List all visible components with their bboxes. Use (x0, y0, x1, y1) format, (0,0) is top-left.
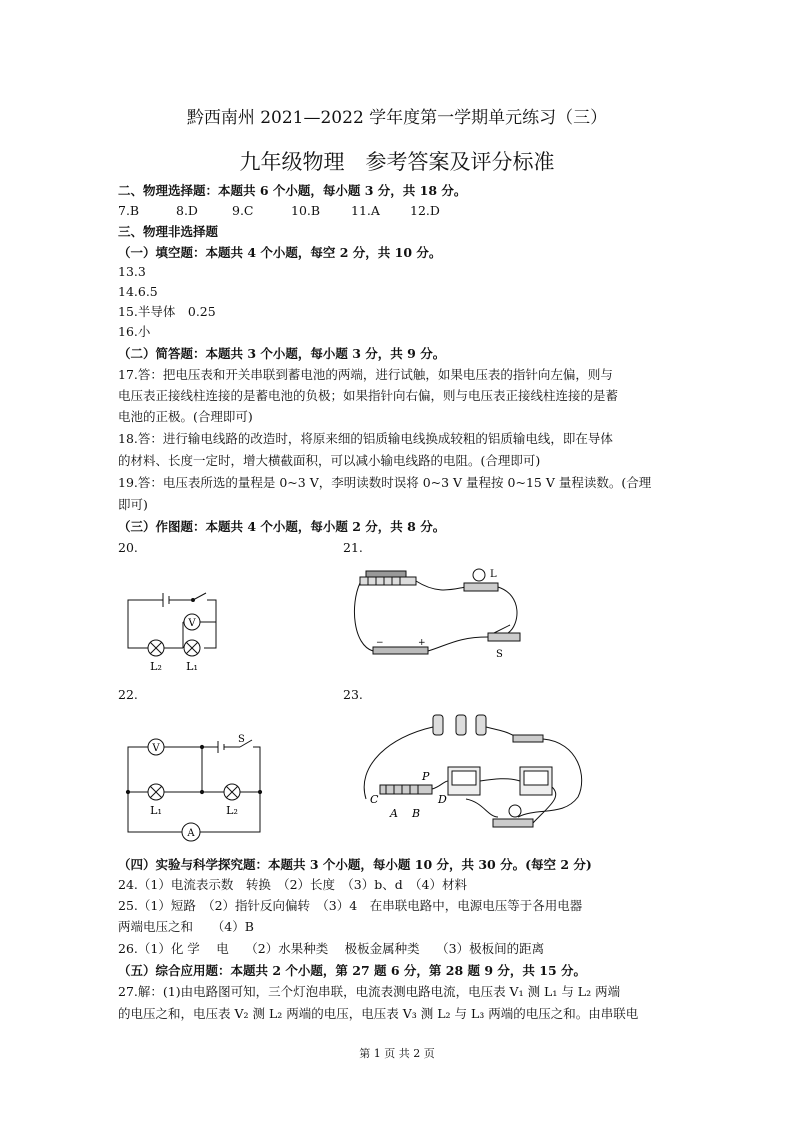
terminal-d-label: D (438, 793, 447, 806)
answer-24: 24.（1）电流表示数 转换 （2）长度 （3）b、d （4）材料 (118, 877, 467, 892)
q18-line1: 18.答：进行输电线路的改造时，将原来细的铝质输电线换成较粗的铝质输电线，即在导体 (118, 431, 613, 446)
answer-11: 11.A (351, 203, 380, 218)
section3-heading: 三、物理非选择题 (118, 224, 219, 239)
lamp-l2-label: L₂ (226, 804, 238, 817)
ammeter-label: A (187, 828, 195, 839)
answer-8: 8.D (176, 203, 198, 218)
terminal-a-label: A (390, 807, 398, 820)
lamp-l1-label: L₁ (150, 804, 162, 817)
answer-15: 15.半导体 0.25 (118, 304, 216, 319)
document-title: 黔西南州 2021—2022 学年度第一学期单元练习（三） (186, 108, 608, 128)
terminal-b-label: B (412, 807, 421, 820)
section2-heading: 二、物理选择题：本题共 6 个小题，每小题 3 分，共 18 分。 (118, 183, 467, 198)
q27-line1: 27.解：(1)由电路图可知，三个灯泡串联，电流表测电路电流，电压表 V₁ 测 L₁ 与 L₂ 两端 (118, 984, 621, 999)
answer-16: 16.小 (118, 324, 151, 339)
q19-line1: 19.答：电压表所选的量程是 0~3 V，李明读数时误将 0~3 V 量程按 0~15 V 量程读数。(合理 (118, 475, 652, 490)
circuit-diagram-23 (348, 707, 588, 852)
terminal-c-label: C (370, 793, 379, 806)
part2-heading: （二）简答题：本题共 3 个小题，每小题 3 分，共 9 分。 (118, 346, 446, 361)
q17-line3: 电池的正极。(合理即可) (118, 409, 253, 424)
answer-13: 13.3 (118, 264, 146, 279)
voltmeter-label: V (188, 618, 196, 629)
page-number: 第 1 页 共 2 页 (359, 1047, 435, 1060)
part1-heading: （一）填空题：本题共 4 个小题，每空 2 分，共 10 分。 (118, 245, 442, 260)
circuit-diagram-22 (118, 732, 268, 842)
circuit-diagram-20 (118, 580, 228, 680)
part3-heading: （三）作图题：本题共 4 个小题，每小题 2 分，共 8 分。 (118, 519, 446, 534)
answer-26: 26.（1）化 学 电 （2）水果种类 极板金属种类 （3）极板间的距离 (118, 941, 545, 956)
q25-line1: 25.（1）短路 （2）指针反向偏转 （3）4 在串联电路中，电源电压等于各用电器 (118, 898, 583, 913)
lamp-l2-label: L₂ (150, 660, 162, 673)
answer-10: 10.B (291, 203, 321, 218)
lamp-l-label: L (490, 569, 497, 580)
battery-plus-label: + (418, 638, 426, 648)
switch-s-label: S (496, 649, 503, 660)
part5-heading: （五）综合应用题：本题共 2 个小题，第 27 题 6 分，第 28 题 9 分，共 15 分。 (118, 963, 587, 978)
answer-9: 9.C (232, 203, 254, 218)
answer-12: 12.D (410, 203, 440, 218)
circuit-diagram-21 (348, 565, 528, 665)
q17-line1: 17.答：把电压表和开关串联到蓄电池的两端，进行试触，如果电压表的指针向左偏，则与 (118, 367, 613, 382)
q20-label: 20. (118, 540, 138, 555)
q25-line2: 两端电压之和 （4）B (118, 919, 254, 934)
slider-p-label: P (422, 770, 430, 783)
document-subtitle: 九年级物理 参考答案及评分标准 (239, 150, 555, 174)
q22-label: 22. (118, 687, 138, 702)
battery-minus-label: − (376, 638, 384, 648)
switch-s-label: S (238, 734, 245, 745)
q18-line2: 的材料、长度一定时，增大横截面积，可以减小输电线路的电阻。(合理即可) (118, 453, 541, 468)
answer-14: 14.6.5 (118, 284, 158, 299)
q27-line2: 的电压之和，电压表 V₂ 测 L₂ 两端的电压，电压表 V₃ 测 L₂ 与 L₃ 两端的电压之和。由串联电 (118, 1006, 639, 1021)
answer-7: 7.B (118, 203, 140, 218)
part4-heading: （四）实验与科学探究题：本题共 3 个小题，每小题 10 分，共 30 分。(每空 2 分) (118, 857, 592, 872)
q17-line2: 电压表正接线柱连接的是蓄电池的负极；如果指针向右偏，则与电压表正接线柱连接的是蓄 (118, 388, 619, 403)
lamp-l1-label: L₁ (186, 660, 198, 673)
voltmeter-label: V (152, 743, 160, 754)
q19-line2: 即可) (118, 497, 148, 512)
q21-label: 21. (343, 540, 363, 555)
q23-label: 23. (343, 687, 363, 702)
